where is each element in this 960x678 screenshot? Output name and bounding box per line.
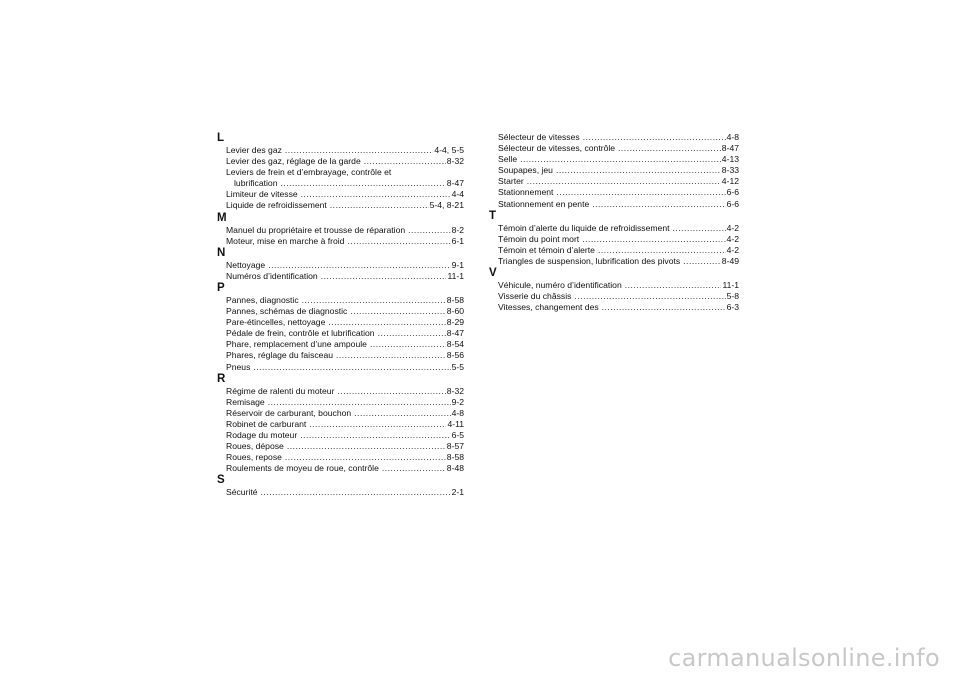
index-entry-page[interactable]: 9-2: [451, 396, 464, 407]
dot-leader: [347, 236, 450, 247]
index-entry-term: lubrification: [234, 178, 278, 189]
index-entry: [218, 156, 464, 167]
index-entry-term: Moteur, mise en marche à froid: [226, 235, 345, 246]
index-entry-term: Pannes, diagnostic: [226, 294, 299, 305]
dot-leader: [302, 295, 446, 306]
dot-leader: [336, 350, 446, 361]
index-entry: [218, 317, 464, 328]
index-entry-term: Roulements de moyeu de roue, contrôle: [226, 463, 379, 474]
index-entry-term: Sécurité: [226, 487, 258, 498]
index-section-letter: L: [217, 132, 225, 144]
dot-leader: [268, 260, 450, 271]
index-entry-page[interactable]: 8-47: [446, 328, 464, 339]
index-entry-term: Liquide de refroidissement: [226, 200, 327, 211]
index-entry-term: Triangles de suspension, lubrification des pivots: [498, 255, 681, 266]
dot-leader: [592, 199, 725, 210]
index-section-letter: N: [217, 246, 226, 259]
index-entry-term: Sélecteur de vitesses: [498, 132, 580, 142]
index-entry-page[interactable]: 6-6: [726, 198, 739, 209]
index-section-letter: T: [489, 209, 497, 222]
index-section-letter: M: [217, 211, 227, 224]
index-entry-term: Stationnement: [498, 187, 554, 198]
index-entry: [218, 178, 464, 189]
index-entry: [218, 350, 464, 361]
watermark-text: carmanualsonline.info: [668, 644, 940, 672]
index-entry-term: Phares, réglage du faisceau: [226, 350, 334, 361]
index-section-letter: S: [217, 474, 225, 487]
index-entry-page[interactable]: 11-1: [447, 270, 464, 281]
index-entry-page[interactable]: 4-12: [721, 176, 739, 187]
index-entry: [218, 441, 464, 452]
index-entry-page[interactable]: 8-58: [446, 452, 464, 463]
index-entry-page[interactable]: 8-32: [446, 156, 464, 167]
dot-leader: [309, 419, 446, 430]
index-entry: [490, 132, 739, 143]
index-entry: [218, 463, 464, 474]
index-entry-term: Rodage du moteur: [226, 429, 298, 440]
index-entry-page[interactable]: 4-8: [726, 132, 739, 142]
index-entry-term: Numéros d’identification: [226, 270, 318, 281]
index-entry-page[interactable]: 8-29: [446, 317, 464, 328]
dot-leader: [354, 408, 450, 419]
index-entry: [218, 295, 464, 306]
index-entry-term: Visserie du châssis: [498, 291, 572, 302]
index-entry-term: Pannes, schémas de diagnostic: [226, 306, 348, 317]
index-entry: [490, 199, 739, 210]
index-entry: [218, 397, 464, 408]
index-entry-page[interactable]: 8-60: [446, 306, 464, 317]
index-entry: [218, 200, 464, 211]
index-entry: [218, 271, 464, 282]
index-entry-term: Remisage: [226, 396, 265, 407]
dot-leader: [350, 306, 445, 317]
index-entry-page[interactable]: 4-8: [451, 407, 464, 418]
index-entry: [490, 256, 739, 267]
dot-leader: [574, 291, 725, 302]
index-entry: [218, 260, 464, 271]
index-entry: [218, 339, 464, 350]
index-entry-page[interactable]: 5-5: [451, 361, 464, 372]
dot-leader: [330, 200, 429, 211]
dot-leader: [268, 397, 451, 408]
index-entry-term: Roues, dépose: [226, 441, 284, 452]
index-entry-term: Stationnement en pente: [498, 198, 590, 209]
dot-leader: [408, 225, 450, 236]
index-entry: [490, 245, 739, 256]
index-entry-term: Manuel du propriétaire et trousse de réparation: [226, 224, 406, 235]
index-entry: [218, 386, 464, 397]
index-entry: [218, 408, 464, 419]
index-entry-term: Régime de ralenti du moteur: [226, 385, 335, 396]
index-entry-term: Réservoir de carburant, bouchon: [226, 407, 352, 418]
index-entry: [218, 430, 464, 441]
index-entry-page[interactable]: 4-4, 5-5: [434, 145, 464, 155]
index-entry-term: Témoin et témoin d’alerte: [498, 244, 595, 255]
index-entry: [218, 167, 464, 178]
index-entry-page[interactable]: 6-5: [451, 429, 464, 440]
index-entry-page[interactable]: 4-2: [726, 222, 739, 233]
dot-leader: [583, 132, 726, 143]
index-entry-page[interactable]: 8-57: [446, 441, 464, 452]
index-entry: [490, 154, 739, 165]
index-entry: [490, 176, 739, 187]
dot-leader: [261, 487, 451, 498]
dot-leader: [602, 302, 726, 313]
index-entry: [218, 306, 464, 317]
index-entry: [218, 487, 464, 498]
index-entry-page[interactable]: 11-1: [722, 280, 739, 291]
index-entry: [218, 145, 464, 156]
dot-leader: [364, 156, 446, 167]
dot-leader: [300, 430, 450, 441]
index-entry-page[interactable]: 8-2: [451, 224, 464, 235]
index-column-left: [218, 132, 464, 498]
dot-leader: [301, 189, 451, 200]
dot-leader: [683, 256, 721, 267]
dot-leader: [370, 339, 446, 350]
index-entry-term: Limiteur de vitesse: [226, 189, 298, 200]
index-entry-page[interactable]: 2-1: [451, 487, 464, 498]
index-entry: [490, 302, 739, 313]
dot-leader: [520, 154, 721, 165]
dot-leader: [382, 463, 446, 474]
dot-leader: [527, 176, 721, 187]
index-entry-page[interactable]: 9-1: [451, 259, 464, 270]
index-entry-term: Roues, repose: [226, 452, 282, 463]
index-entry-term: Phare, remplacement d’une ampoule: [226, 339, 367, 350]
index-entry-term: Pare-étincelles, nettoyage: [226, 317, 326, 328]
dot-leader: [556, 165, 721, 176]
index-entry-page[interactable]: 4-2: [726, 244, 739, 255]
index-column-right: [490, 132, 739, 313]
index-entry-term: Vitesses, changement des: [498, 302, 599, 313]
index-entry: [490, 291, 739, 302]
dot-leader: [556, 187, 725, 198]
index-entry-term: Pédale de frein, contrôle et lubrification: [226, 328, 375, 339]
dot-leader: [285, 452, 446, 463]
index-entry-page[interactable]: 6-6: [726, 187, 739, 198]
index-entry-term: Témoin d’alerte du liquide de refroidissement: [498, 222, 670, 233]
dot-leader: [287, 441, 446, 452]
index-entry-page[interactable]: 8-32: [446, 385, 464, 396]
index-section-letter: R: [217, 372, 226, 385]
dot-leader: [328, 317, 445, 328]
dot-leader: [280, 178, 445, 189]
index-entry: [218, 419, 464, 430]
index-entry: [490, 234, 739, 245]
dot-leader: [673, 223, 726, 234]
index-section-letter: P: [217, 281, 225, 294]
dot-leader: [253, 362, 450, 373]
index-entry: [218, 225, 464, 236]
dot-leader: [285, 145, 433, 156]
index-entry-page[interactable]: 4-11: [447, 418, 464, 429]
index-entry-term: Levier des gaz: [226, 145, 282, 155]
index-entry: [218, 328, 464, 339]
index-entry-page[interactable]: 4-2: [726, 233, 739, 244]
dot-leader: [598, 245, 726, 256]
index-entry-page[interactable]: 6-1: [451, 235, 464, 246]
index-entry-page[interactable]: 8-58: [446, 294, 464, 305]
index-entry-page[interactable]: 8-48: [446, 463, 464, 474]
index-entry-page[interactable]: 5-8: [726, 291, 739, 302]
index-entry-page[interactable]: 6-3: [726, 302, 739, 313]
index-entry-page[interactable]: 5-4, 8-21: [429, 200, 464, 211]
dot-leader: [625, 280, 722, 291]
index-entry-page[interactable]: 4-13: [721, 154, 739, 165]
index-entry: [490, 143, 739, 154]
index-entry-page[interactable]: 8-47: [721, 143, 739, 154]
index-entry-page[interactable]: 8-56: [446, 350, 464, 361]
index-entry-term: Selle: [498, 154, 518, 165]
index-entry: [218, 236, 464, 247]
index-entry: [218, 362, 464, 373]
index-entry: [490, 223, 739, 234]
dot-leader: [378, 328, 446, 339]
index-entry-term: Robinet de carburant: [226, 418, 307, 429]
index-entry-term: Starter: [498, 176, 524, 187]
index-section-letter: V: [489, 267, 497, 280]
dot-leader: [582, 234, 725, 245]
index-entry-page[interactable]: 8-47: [446, 178, 464, 189]
index-entry: [490, 280, 739, 291]
index-entry-term: Pneus: [226, 361, 251, 372]
index-entry: [218, 189, 464, 200]
index-entry-term: Leviers de frein et d’embrayage, contrôle et: [226, 167, 392, 178]
index-entry-term: Soupapes, jeu: [498, 165, 553, 176]
dot-leader: [618, 143, 721, 154]
index-entry-term: Sélecteur de vitesses, contrôle: [498, 143, 616, 154]
index-entry-page[interactable]: 4-4: [451, 189, 464, 200]
dot-leader: [337, 386, 445, 397]
index-entry-page[interactable]: 8-33: [721, 165, 739, 176]
index-entry-term: Véhicule, numéro d’identification: [498, 280, 622, 291]
index-entry-page[interactable]: 8-54: [446, 339, 464, 350]
dot-leader: [321, 271, 447, 282]
index-entry: [490, 165, 739, 176]
index-entry-term: Levier des gaz, réglage de la garde: [226, 156, 361, 167]
index-entry-page[interactable]: 8-49: [721, 255, 739, 266]
index-entry: [218, 452, 464, 463]
index-entry-term: Témoin du point mort: [498, 233, 580, 244]
index-entry: [490, 187, 739, 198]
index-entry-term: Nettoyage: [226, 259, 266, 270]
